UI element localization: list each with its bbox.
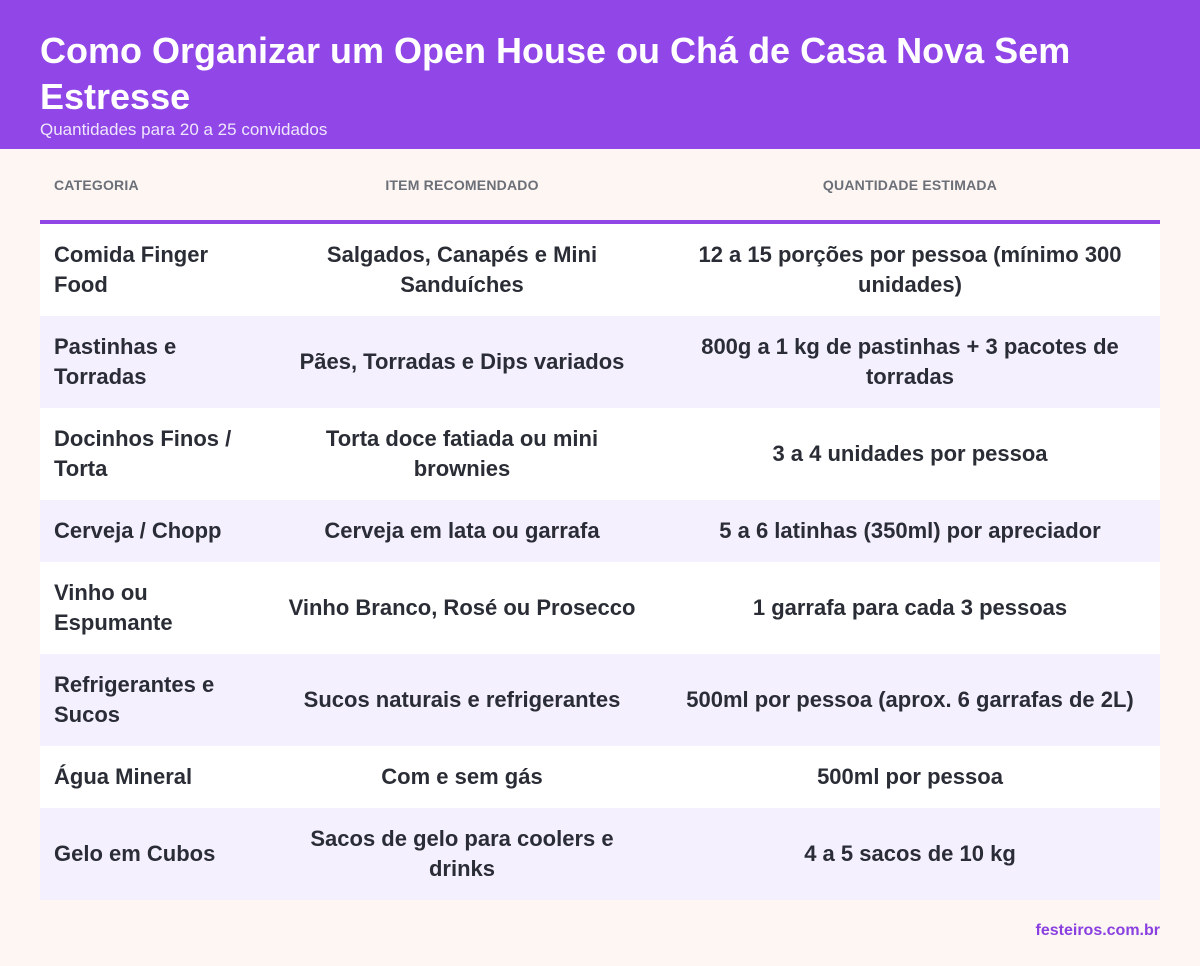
source-credit: festeiros.com.br: [1035, 922, 1160, 939]
cell-quantity: 4 a 5 sacos de 10 kg: [804, 841, 1016, 866]
cell-quantity: 500ml por pessoa (aprox. 6 garrafas de 2L): [686, 687, 1134, 712]
cell-quantity: 12 a 15 porções por pessoa (mínimo 300 unidades): [698, 242, 1122, 297]
cell-category: Docinhos Finos / Torta: [54, 426, 232, 481]
table-row: [40, 808, 1160, 900]
page-header: [0, 0, 1200, 149]
table-header: [40, 150, 1160, 222]
column-header-item: ITEM RECOMENDADO: [264, 150, 660, 222]
table-row: [40, 746, 1160, 808]
cell-category: Pastinhas e Torradas: [54, 334, 177, 389]
cell-item: Salgados, Canapés e Mini Sanduíches: [326, 242, 598, 297]
table-row: [40, 654, 1160, 746]
table-body: [40, 222, 1160, 900]
cell-quantity: 1 garrafa para cada 3 pessoas: [752, 595, 1068, 620]
page-title: Como Organizar um Open House ou Chá de Casa Nova Sem Estresse: [40, 30, 1071, 117]
table-row: [40, 316, 1160, 408]
cell-category: Comida Finger Food: [54, 242, 209, 297]
table-row: [40, 562, 1160, 654]
cell-category: Gelo em Cubos: [54, 841, 216, 866]
page-subtitle: Quantidades para 20 a 25 convidados: [40, 120, 328, 139]
cell-quantity: 5 a 6 latinhas (350ml) por apreciador: [719, 518, 1101, 543]
column-header-category: CATEGORIA: [40, 150, 264, 222]
cell-item: Sucos naturais e refrigerantes: [303, 687, 621, 712]
cell-item: Cerveja em lata ou garrafa: [324, 518, 600, 543]
table-row: [40, 222, 1160, 316]
table-header-row: [40, 150, 1160, 222]
cell-category: Água Mineral: [54, 764, 193, 789]
table-row: [40, 408, 1160, 500]
cell-item: Pães, Torradas e Dips variados: [299, 349, 625, 374]
quantities-table-container: [40, 150, 1160, 900]
cell-quantity: 800g a 1 kg de pastinhas + 3 pacotes de torradas: [701, 334, 1119, 389]
table-row: [40, 500, 1160, 562]
column-header-quantity: QUANTIDADE ESTIMADA: [660, 150, 1160, 222]
cell-item: Sacos de gelo para coolers e drinks: [310, 826, 614, 881]
cell-item: Vinho Branco, Rosé ou Prosecco: [288, 595, 636, 620]
cell-category: Cerveja / Chopp: [54, 518, 222, 543]
cell-quantity: 3 a 4 unidades por pessoa: [772, 441, 1048, 466]
cell-quantity: 500ml por pessoa: [817, 764, 1003, 789]
cell-category: Vinho ou Espumante: [54, 580, 173, 635]
quantities-table: [40, 150, 1160, 900]
cell-item: Com e sem gás: [381, 764, 543, 789]
cell-category: Refrigerantes e Sucos: [54, 672, 215, 727]
cell-item: Torta doce fatiada ou mini brownies: [325, 426, 599, 481]
